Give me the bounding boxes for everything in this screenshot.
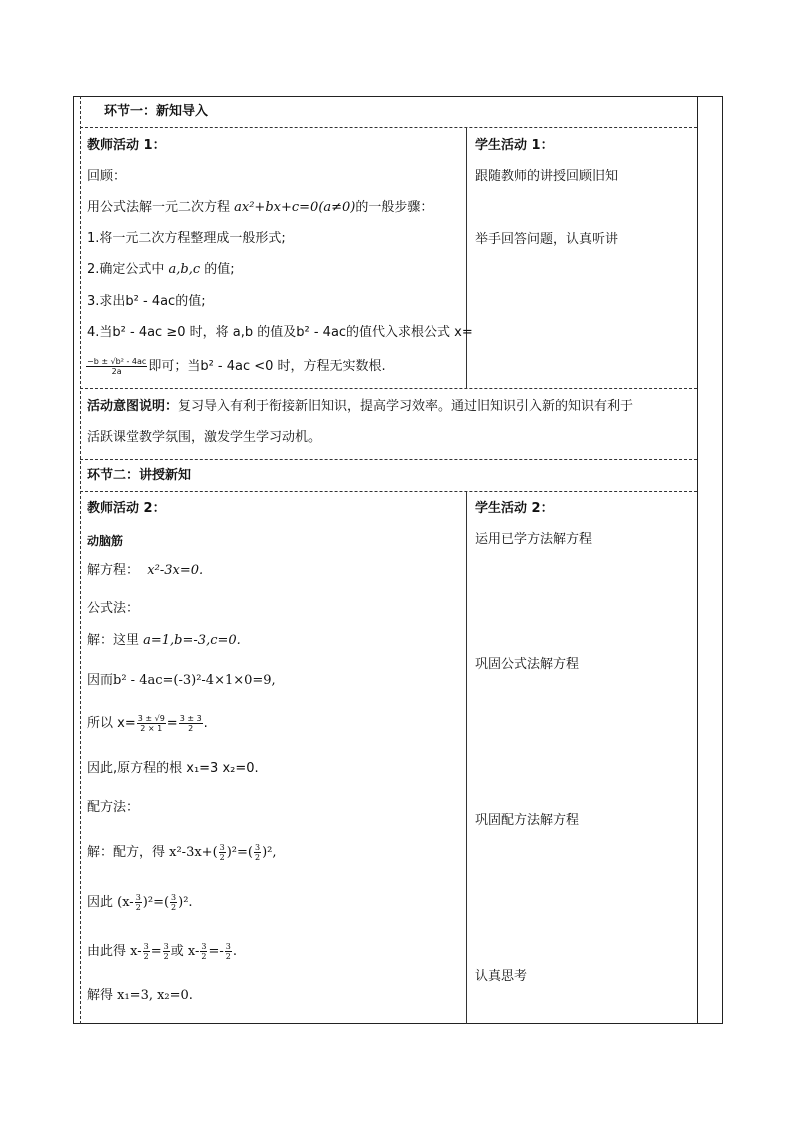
fraction: $\frac{3}{2}$ — [254, 843, 261, 862]
final-solution-line: 解得 x₁=3, x₂=0. — [87, 988, 193, 1003]
completing-square-line: 解：配方，得 x²-3x+( $\frac{3}{2}$ )²=( $\frac{3}{2}$ )², — [87, 843, 277, 862]
row-divider — [80, 388, 697, 389]
fraction: $\frac{3}{2}$ — [163, 942, 169, 961]
step-4-line2: $\frac{\text{−b ± √b² - 4ac}}{2a}$ 即可；当b² - 4ac <0 时，方程无实数根. — [87, 357, 386, 376]
fraction: $\frac{3}{2}$ — [201, 942, 207, 961]
table-inner-right-border — [697, 96, 698, 1024]
row-divider — [80, 459, 697, 460]
fraction: $\frac{3 \pm 3}{2}$ — [179, 714, 202, 733]
intent-line2: 活跃课堂教学氛围，激发学生学习动机。 — [87, 430, 322, 445]
fraction: $\frac{3}{2}$ — [135, 893, 141, 912]
fraction: $\frac{3}{2}$ — [143, 942, 149, 961]
student-1-text-b: 举手回答问题，认真听讲 — [475, 232, 619, 247]
discriminant-line: 因而b² - 4ac=(-3)²-4×1×0=9, — [87, 673, 276, 688]
student-2-text-d: 认真思考 — [475, 969, 528, 984]
quadratic-formula-fraction: $\frac{\text{−b ± √b² - 4ac}}{2a}$ — [87, 357, 147, 376]
section2-title: 环节二：讲授新知 — [87, 468, 192, 483]
column-divider — [466, 491, 467, 1024]
row-divider — [80, 127, 697, 128]
roots-formula-line: 所以 x= $\frac{3 \pm √9}{2 \times 1}$ = $\frac{3 \pm 3}{2}$ . — [87, 714, 208, 733]
student-1-text-a: 跟随教师的讲授回顾旧知 — [475, 169, 619, 184]
derive-line: 由此得 x- $\frac{3}{2}$ = $\frac{3}{2}$ 或 x- $\frac{3}{2}$ =- $\frac{3}{2}$ . — [87, 942, 237, 961]
intro-line: 用公式法解一元二次方程 ax²+bx+c=0(a≠0)的一般步骤： — [87, 200, 434, 215]
coefficients-line: 解：这里 a=1,b=-3,c=0. — [87, 633, 241, 648]
completing-square-label: 配方法： — [87, 800, 140, 815]
solve-equation-line: 解方程： x²-3x=0. — [87, 563, 204, 578]
formula-method-label: 公式法： — [87, 601, 140, 616]
step-2: 2.确定公式中 a,b,c 的值; — [87, 262, 235, 277]
step-3: 3.求出b² - 4ac的值; — [87, 294, 206, 309]
fraction: $\frac{3}{2}$ — [219, 843, 225, 862]
intent-line1: 活动意图说明：复习导入有利于衔接新旧知识，提高学习效率。通过旧知识引入新的知识有利于 — [87, 399, 634, 414]
student-2-text-a: 运用已学方法解方程 — [475, 532, 593, 547]
fraction: $\frac{3}{2}$ — [171, 893, 177, 912]
brainstorm-label: 动脑筋 — [87, 534, 124, 548]
step-4-line1: 4.当b² - 4ac ≥0 时，将 a,b 的值及b² - 4ac的值代入求根公式 x= — [87, 325, 473, 340]
student-activity-1-title: 学生活动 1： — [475, 138, 554, 153]
row-divider — [80, 491, 697, 492]
section1-title: 环节一：新知导入 — [104, 104, 209, 119]
table-inner-left-border — [80, 96, 81, 1024]
student-2-text-c: 巩固配方法解方程 — [475, 813, 580, 828]
hence-line: 因此 (x- $\frac{3}{2}$ )²=( $\frac{3}{2}$ )². — [87, 893, 193, 912]
teacher-activity-2-title: 教师活动 2： — [87, 501, 166, 516]
student-2-text-b: 巩固公式法解方程 — [475, 657, 580, 672]
fraction: $\frac{3 \pm √9}{2 \times 1}$ — [137, 714, 165, 733]
roots-line: 因此,原方程的根 x₁=3 x₂=0. — [87, 761, 259, 776]
student-activity-2-title: 学生活动 2： — [475, 501, 554, 516]
step-1: 1.将一元二次方程整理成一般形式; — [87, 231, 286, 246]
column-divider — [466, 127, 467, 388]
teacher-activity-1-title: 教师活动 1： — [87, 138, 166, 153]
fraction: $\frac{3}{2}$ — [225, 942, 231, 961]
review-label: 回顾： — [87, 169, 127, 184]
